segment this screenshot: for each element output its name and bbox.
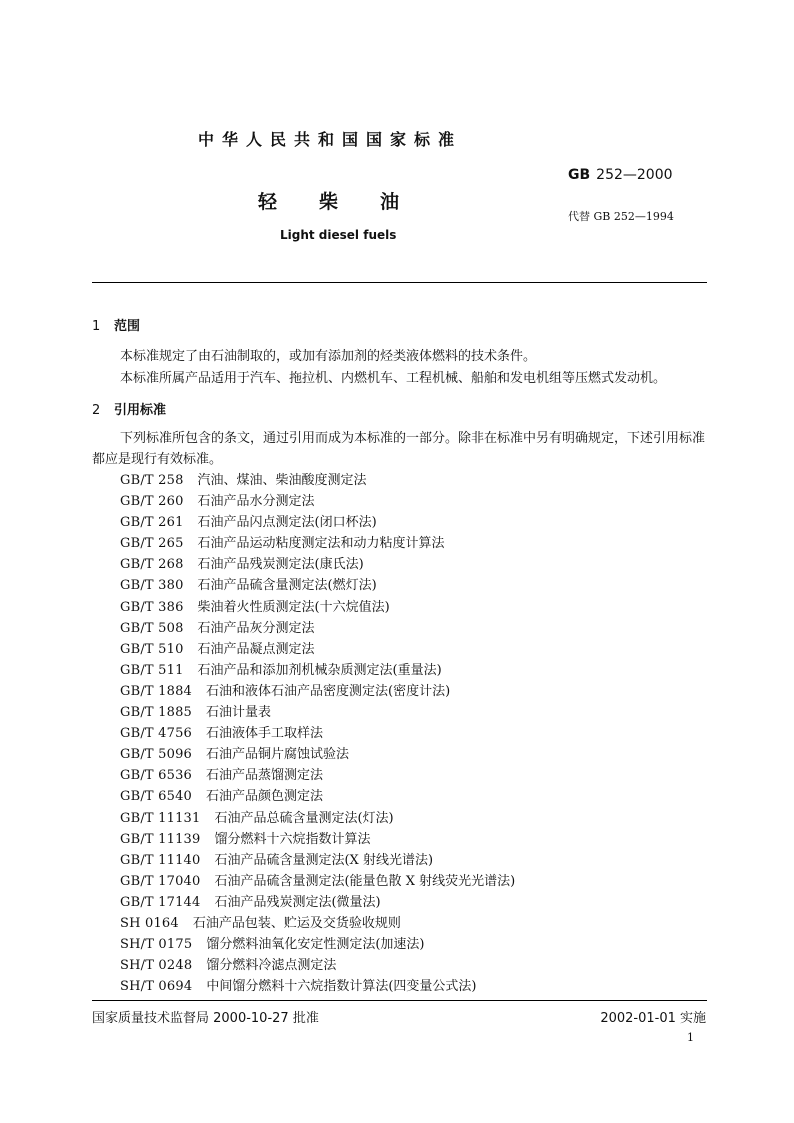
reference-code: GB/T 11139 <box>120 831 201 847</box>
reference-item <box>120 618 515 639</box>
reference-title: 石油产品和添加剂机械杂质测定法(重量法) <box>197 662 442 678</box>
reference-code: SH/T 0694 <box>120 979 193 995</box>
reference-item <box>120 533 515 554</box>
reference-title: 馏分燃料冷滤点测定法 <box>206 958 337 974</box>
reference-item <box>120 723 515 744</box>
standard-number-value: 252—2000 <box>596 167 673 183</box>
reference-item <box>120 850 515 871</box>
standard-type-heading: 中华人民共和国国家标准 <box>197 130 462 149</box>
reference-code: GB/T 380 <box>120 578 184 594</box>
reference-title: 石油产品颜色测定法 <box>206 789 324 805</box>
reference-item <box>120 470 515 491</box>
reference-title: 石油计量表 <box>206 705 272 721</box>
reference-code: GB/T 17040 <box>120 873 201 889</box>
reference-title: 石油产品残炭测定法(微量法) <box>214 894 381 910</box>
scope-paragraph: 本标准规定了由石油制取的，或加有添加剂的烃类液体燃料的技术条件。 <box>120 349 537 364</box>
reference-list <box>120 470 515 997</box>
reference-code: GB/T 508 <box>120 620 184 636</box>
implementation-date: 2002-01-01 实施 <box>600 1011 706 1026</box>
replaces-note: 代替 GB 252—1994 <box>568 210 674 223</box>
reference-title: 石油产品水分测定法 <box>197 494 315 510</box>
reference-title: 石油产品灰分测定法 <box>197 620 315 636</box>
section-number: 2 <box>92 403 101 418</box>
page-number: 1 <box>687 1031 694 1044</box>
reference-item <box>120 829 515 850</box>
reference-code: GB/T 260 <box>120 494 184 510</box>
reference-item <box>120 681 515 702</box>
reference-code: GB/T 268 <box>120 557 184 573</box>
reference-code: GB/T 17144 <box>120 894 201 910</box>
reference-item <box>120 976 515 997</box>
reference-code: GB/T 6536 <box>120 768 193 784</box>
reference-item <box>120 575 515 596</box>
reference-code: GB/T 1885 <box>120 705 193 721</box>
section-heading-references <box>92 399 166 418</box>
reference-item <box>120 955 515 976</box>
reference-title: 石油产品运动粘度测定法和动力粘度计算法 <box>197 536 445 552</box>
reference-title: 石油产品闪点测定法(闭口杯法) <box>197 515 377 531</box>
document-title: 轻柴油 <box>258 191 442 213</box>
reference-title: 石油产品凝点测定法 <box>197 641 315 657</box>
reference-code: SH/T 0175 <box>120 937 193 953</box>
reference-code: GB/T 510 <box>120 641 184 657</box>
reference-code: GB/T 5096 <box>120 747 193 763</box>
reference-title: 石油产品硫含量测定法(燃灯法) <box>197 578 377 594</box>
reference-code: SH/T 0248 <box>120 958 193 974</box>
reference-item <box>120 597 515 618</box>
english-title: Light diesel fuels <box>280 228 397 242</box>
reference-title: 石油产品硫含量测定法(能量色散 X 射线荧光光谱法) <box>214 873 516 889</box>
header-rule <box>92 282 707 283</box>
reference-item <box>120 554 515 575</box>
reference-title: 石油产品硫含量测定法(X 射线光谱法) <box>214 852 434 868</box>
footer-rule <box>92 1000 707 1001</box>
reference-code: GB/T 6540 <box>120 789 193 805</box>
reference-title: 馏分燃料油氧化安定性测定法(加速法) <box>206 937 425 953</box>
reference-title: 石油产品残炭测定法(康氏法) <box>197 557 364 573</box>
reference-item <box>120 702 515 723</box>
reference-item <box>120 744 515 765</box>
reference-title: 石油液体手工取样法 <box>206 726 324 742</box>
reference-item <box>120 660 515 681</box>
standard-number <box>568 167 673 183</box>
reference-title: 石油产品包装、贮运及交货验收规则 <box>192 915 401 931</box>
reference-item <box>120 786 515 807</box>
reference-title: 石油产品蒸馏测定法 <box>206 768 324 784</box>
reference-code: SH 0164 <box>120 915 179 931</box>
reference-code: GB/T 386 <box>120 599 184 615</box>
reference-title: 中间馏分燃料十六烷指数计算法(四变量公式法) <box>206 979 477 995</box>
section-heading-scope <box>92 315 140 334</box>
reference-item <box>120 808 515 829</box>
approval-note: 国家质量技术监督局 2000-10-27 批准 <box>92 1011 319 1026</box>
reference-code: GB/T 1884 <box>120 683 193 699</box>
reference-code: GB/T 258 <box>120 473 184 488</box>
reference-item <box>120 913 515 934</box>
reference-code: GB/T 11131 <box>120 810 201 826</box>
reference-title: 石油产品铜片腐蚀试验法 <box>206 747 350 763</box>
reference-code: GB/T 265 <box>120 536 184 552</box>
reference-title: 汽油、煤油、柴油酸度测定法 <box>197 473 367 488</box>
reference-item <box>120 765 515 786</box>
reference-item <box>120 871 515 892</box>
reference-title: 石油和液体石油产品密度测定法(密度计法) <box>206 683 451 699</box>
reference-title: 柴油着火性质测定法(十六烷值法) <box>197 599 390 615</box>
reference-item <box>120 491 515 512</box>
scope-paragraph: 本标准所属产品适用于汽车、拖拉机、内燃机车、工程机械、船舶和发电机组等压燃式发动机。 <box>120 371 667 386</box>
reference-title: 石油产品总硫含量测定法(灯法) <box>214 810 394 826</box>
section-title: 范围 <box>114 319 141 334</box>
reference-title: 馏分燃料十六烷指数计算法 <box>214 831 371 847</box>
section-title: 引用标准 <box>114 403 167 418</box>
reference-item <box>120 934 515 955</box>
reference-item <box>120 512 515 533</box>
reference-code: GB/T 511 <box>120 662 184 678</box>
references-intro: 下列标准所包含的条文，通过引用而成为本标准的一部分。除非在标准中另有明确规定，下述引用标准都应是现行有效标准。 <box>92 431 706 467</box>
section-number: 1 <box>92 319 101 334</box>
reference-code: GB/T 4756 <box>120 726 193 742</box>
reference-code: GB/T 11140 <box>120 852 201 868</box>
reference-item <box>120 639 515 660</box>
reference-item <box>120 892 515 913</box>
standard-prefix: GB <box>568 167 591 183</box>
reference-code: GB/T 261 <box>120 515 184 531</box>
